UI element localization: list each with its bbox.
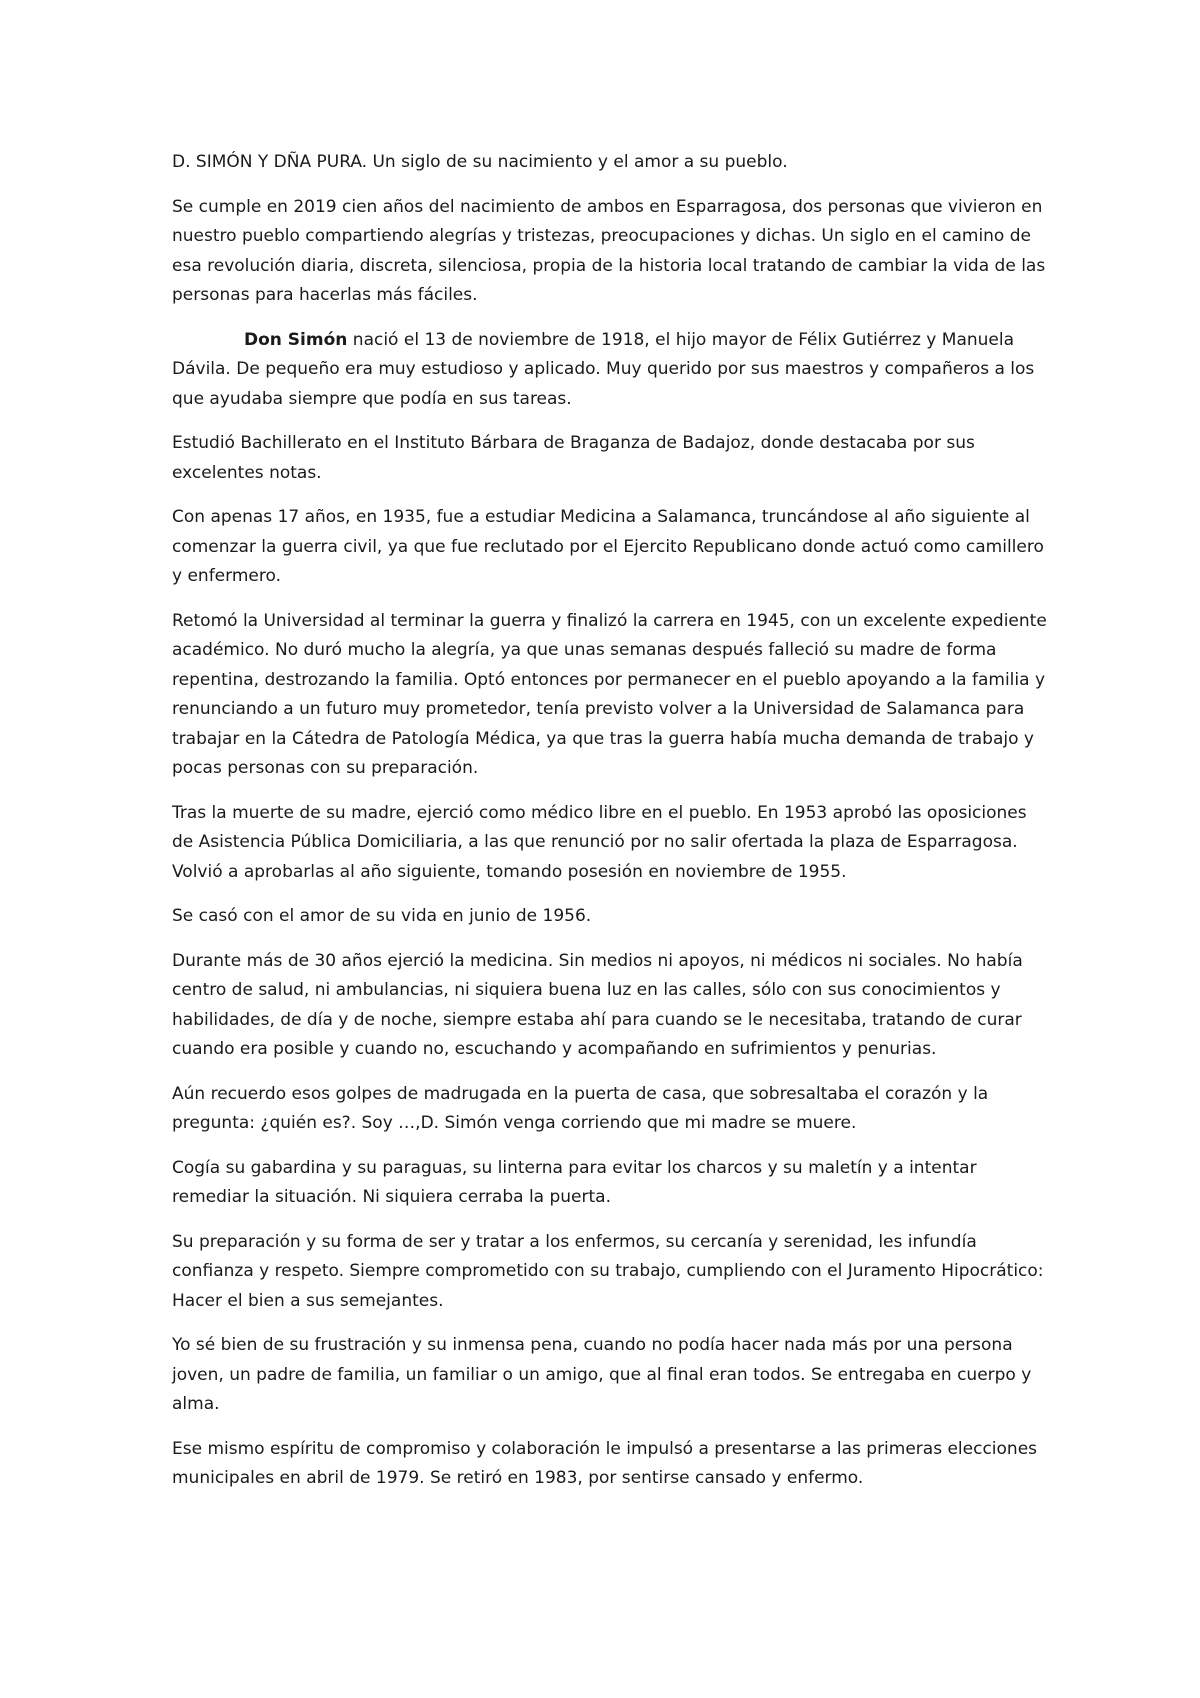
name-don-simon: Don Simón bbox=[244, 329, 348, 350]
paragraph-9: Aún recuerdo esos golpes de madrugada en la puerta de casa, que sobresaltaba el corazón y la pregunta: ¿quién es?. Soy …,D. Simón venga corriendo que mi madre se muere. bbox=[172, 1083, 989, 1133]
paragraph-12: Yo sé bien de su frustración y su inmensa pena, cuando no podía hacer nada más por una persona joven, un padre de familia, un familiar o un amigo, que al final eran todos. Se entregaba en cuerpo y alma. bbox=[172, 1335, 1032, 1414]
paragraph-4: Con apenas 17 años, en 1935, fue a estudiar Medicina a Salamanca, truncándose al año siguiente al comenzar la guerra civil, ya que fue reclutado por el Ejercito Republicano donde actuó como camillero y enfermero. bbox=[172, 507, 1044, 586]
paragraph-13: Ese mismo espíritu de compromiso y colaboración le impulsó a presentarse a las primeras elecciones municipales en abril de 1979. Se retiró en 1983, por sentirse cansado y enfermo. bbox=[172, 1438, 1038, 1488]
paragraph-3: Estudió Bachillerato en el Instituto Bárbara de Braganza de Badajoz, donde destacaba por sus excelentes notas. bbox=[172, 433, 975, 483]
paragraph-10: Cogía su gabardina y su paraguas, su linterna para evitar los charcos y su maletín y a intentar remediar la situación. Ni siquiera cerraba la puerta. bbox=[172, 1157, 977, 1207]
paragraph-8: Durante más de 30 años ejerció la medicina. Sin medios ni apoyos, ni médicos ni sociales. No había centro de salud, ni ambulancias, ni siquiera buena luz en las calles, sólo con sus conocimientos y habilidades, de día y de noche, siempre estaba ahí para cuando se le necesitaba, tratando de curar cuando era posible y cuando no, escuchando y acompañando en sufrimientos y penurias. bbox=[172, 950, 1023, 1059]
document-title: D. SIMÓN Y DÑA PURA. Un siglo de su nacimiento y el amor a su pueblo. bbox=[172, 152, 788, 172]
document-body bbox=[172, 148, 1052, 1509]
paragraph-2 bbox=[172, 326, 1052, 415]
paragraph-2-text: nació el 13 de noviembre de 1918, el hijo mayor de Félix Gutiérrez y Manuela Dávila. De pequeño era muy estudioso y aplicado. Muy querido por sus maestros y compañeros a los que ayudaba siempre que podía en sus tareas. bbox=[172, 329, 1035, 409]
paragraph-6: Tras la muerte de su madre, ejerció como médico libre en el pueblo. En 1953 aprobó las oposiciones de Asistencia Pública Domiciliaria, a las que renunció por no salir ofertada la plaza de Esparragosa. Volvió a aprobarlas al año siguiente, tomando posesión en noviembre de 1955. bbox=[172, 802, 1027, 882]
paragraph-11: Su preparación y su forma de ser y tratar a los enfermos, su cercanía y serenidad, les infundía confianza y respeto. Siempre comprometido con su trabajo, cumpliendo con el Juramento Hipocrático: Hacer el bien a sus semejantes. bbox=[172, 1231, 1044, 1311]
paragraph-7: Se casó con el amor de su vida en junio de 1956. bbox=[172, 906, 592, 926]
paragraph-1: Se cumple en 2019 cien años del nacimiento de ambos en Esparragosa, dos personas que vivieron en nuestro pueblo compartiendo alegrías y tristezas, preocupaciones y dichas. Un siglo en el camino de esa revolución diaria, discreta, silenciosa, propia de la historia local tratando de cambiar la vida de las personas para hacerlas más fáciles. bbox=[172, 196, 1046, 305]
paragraph-5: Retomó la Universidad al terminar la guerra y finalizó la carrera en 1945, con un excelente expediente académico. No duró mucho la alegría, ya que unas semanas después falleció su madre de forma repentina, destrozando la familia. Optó entonces por permanecer en el pueblo apoyando a la familia y renunciando a un futuro muy prometedor, tenía previsto volver a la Universidad de Salamanca para trabajar en la Cátedra de Patología Médica, ya que tras la guerra había mucha demanda de trabajo y pocas personas con su preparación. bbox=[172, 610, 1047, 778]
